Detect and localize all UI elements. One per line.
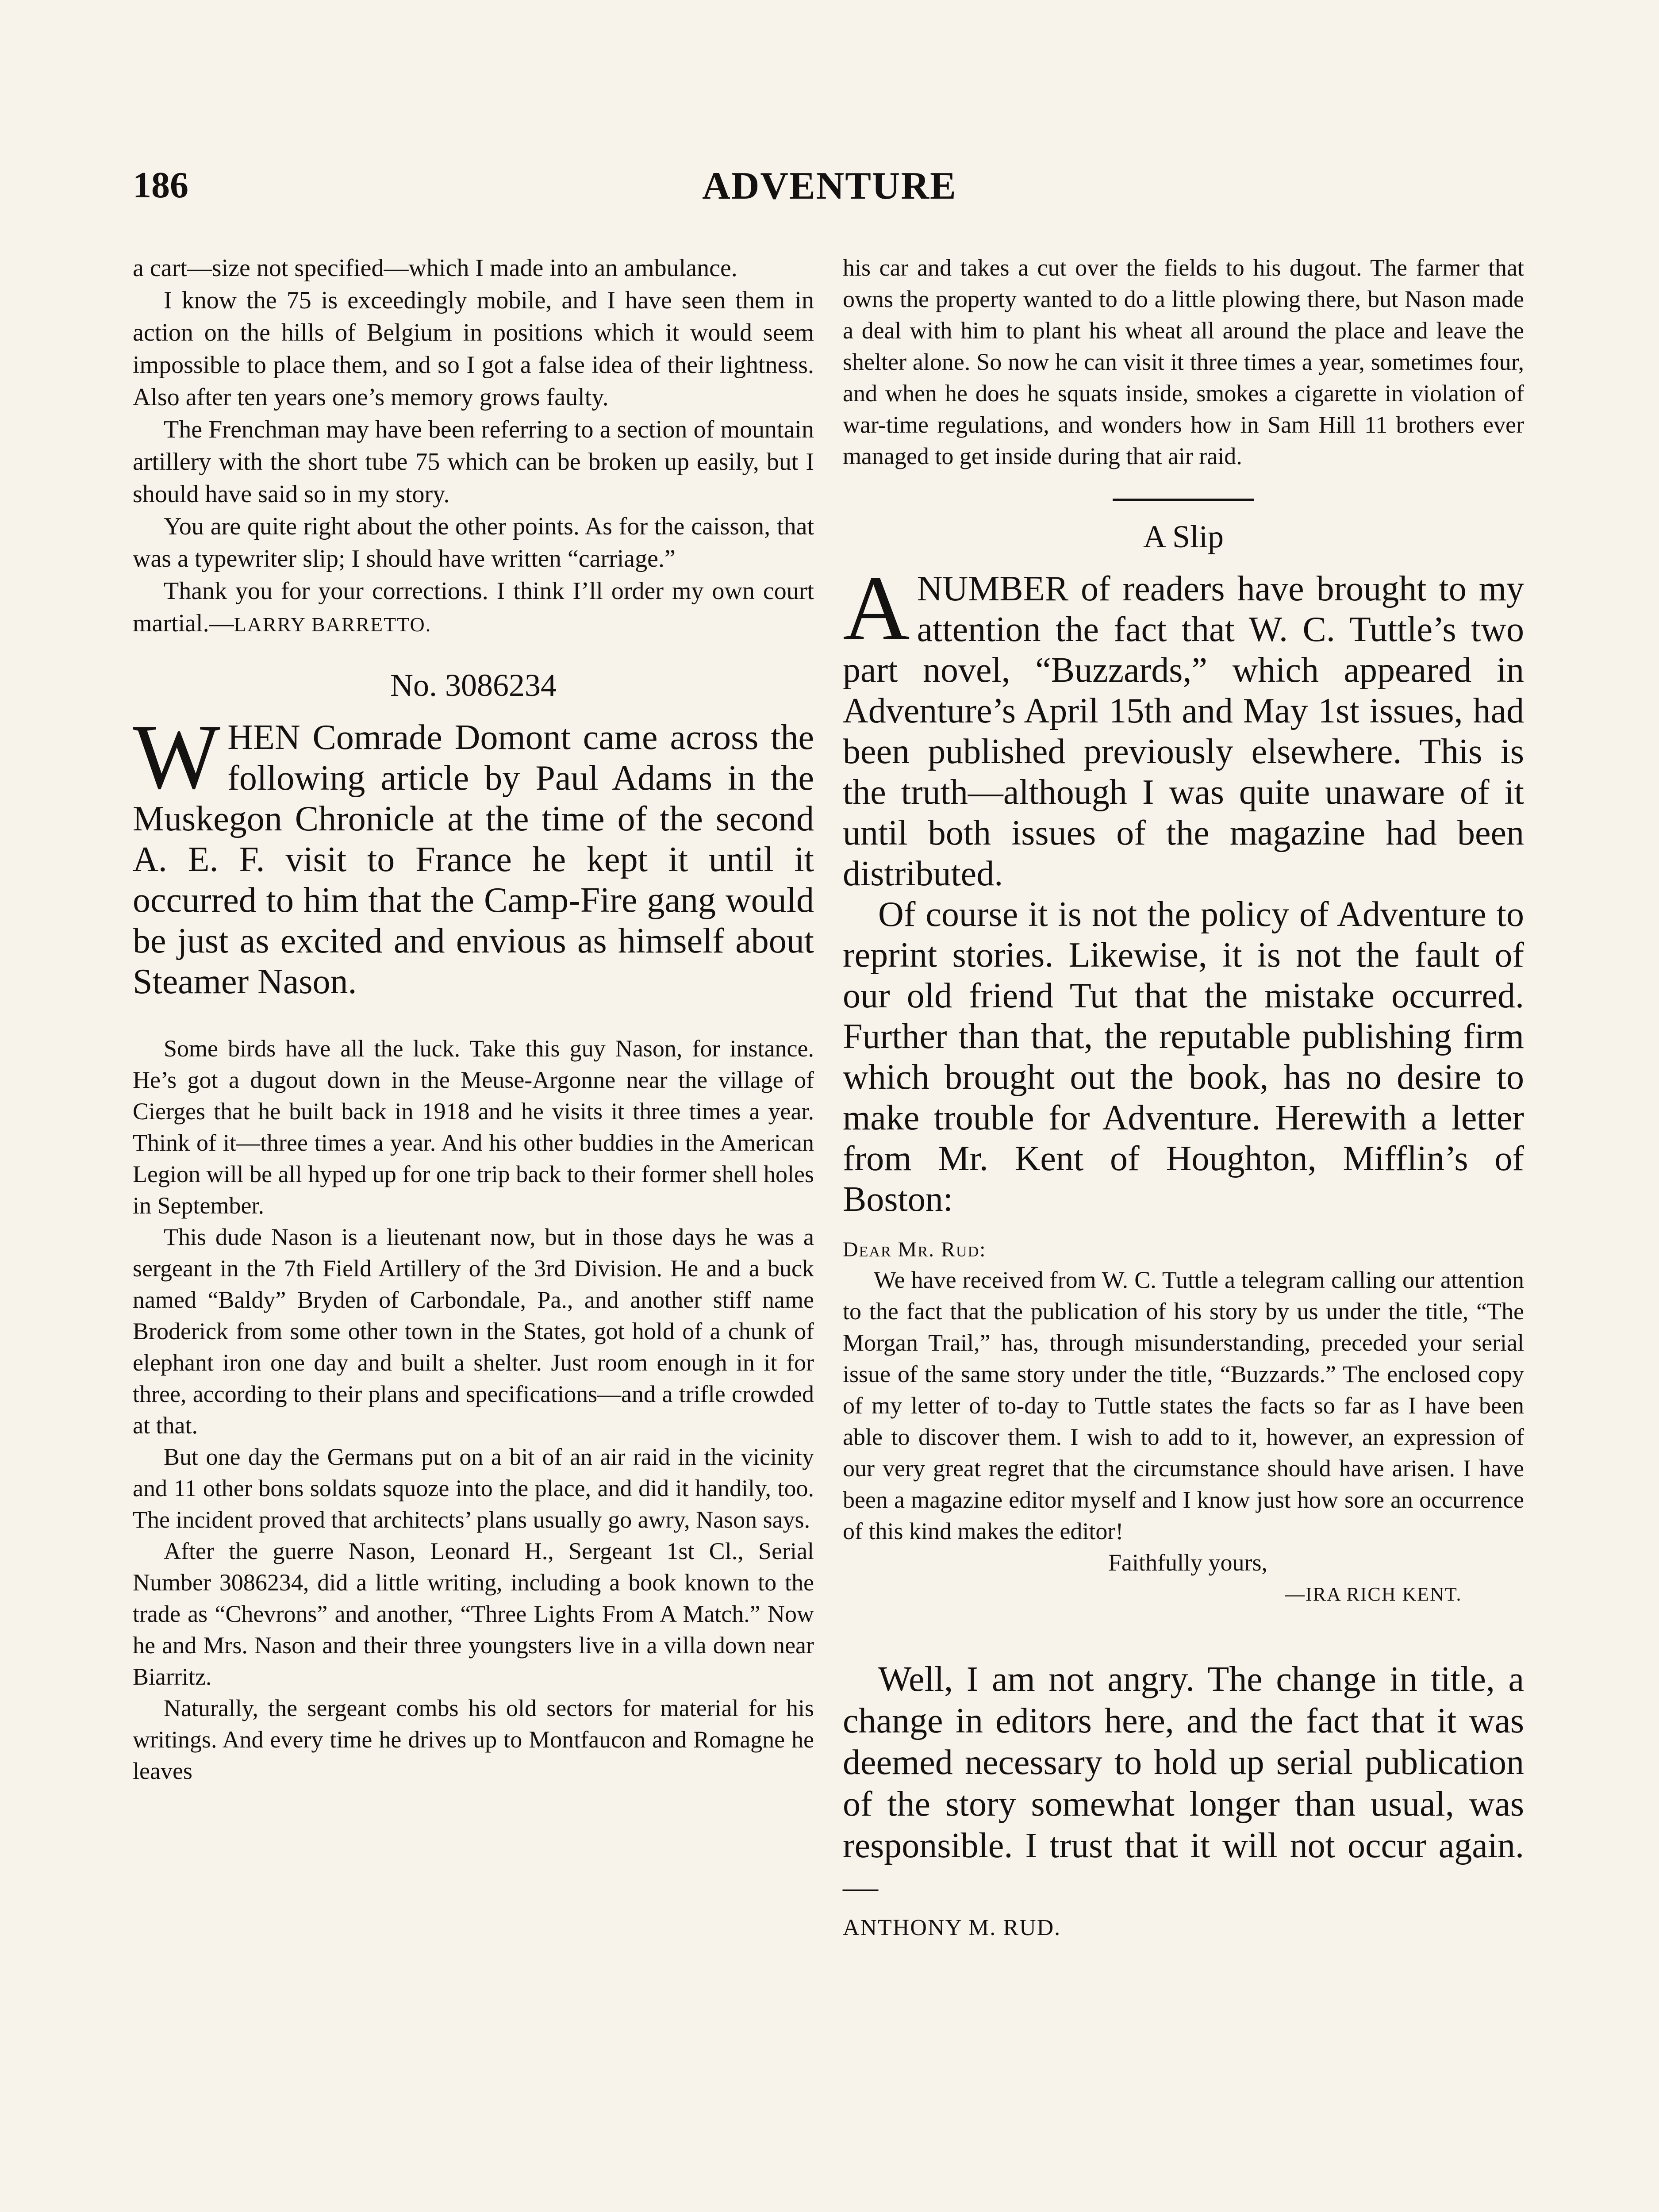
kent-signature: —IRA RICH KENT. (1285, 1583, 1462, 1605)
kent-letter (843, 1264, 1524, 1547)
quote-paragraph: This dude Nason is a lieutenant now, but in those days he was a sergeant in the 7th Field Artillery of the 3rd Division. He and a buck named “Baldy” Bryden of Carbondale, Pa., and another stiff name Broderick from some other town in the States, got hold of a chunk of elephant iron one day and built a shelter. Just room enough in it for three, according to their plans and specifications—and a trifle crowded at that. (133, 1224, 814, 1439)
lead-paragraph (133, 706, 814, 1002)
letter-paragraph: a cart—size not specified—which I made into an ambulance. (133, 254, 737, 282)
nason-lead (133, 706, 814, 1002)
right-column (843, 252, 1524, 1948)
letter-paragraph (133, 575, 814, 641)
lead-text: NUMBER of readers have brought to my attention the fact that W. C. Tuttle’s two part novel, “Buzzards,” which appeared in Adventure’s April 15th and May 1st issues, had been published previously elsewhere. This is the truth—although I was quite unaware of it until both issues of the magazine had been distributed. (843, 569, 1524, 893)
section-divider (1113, 499, 1254, 501)
letter-closing: Faithfully yours, (1108, 1549, 1267, 1576)
page-number: 186 (133, 165, 188, 206)
letter-salutation: Dear Mr. Rud: (843, 1238, 987, 1261)
chronicle-quote (133, 1033, 814, 1787)
letter-paragraph: You are quite right about the other points. As for the caisson, that was a typewriter slip; I should have written “carriage.” (133, 513, 814, 572)
letter-signature: LARRY BARRETTO. (234, 613, 432, 636)
barretto-letter (133, 252, 814, 641)
lead-text: HEN Comrade Domont came across the following article by Paul Adams in the Muskegon Chronicle at the time of the second A. E. F. visit to France he kept it until it occurred to him that the Camp-Fire gang would be just as excited and envious as himself about Steamer Nason. (133, 718, 814, 1001)
letter-paragraph: The Frenchman may have been referring to a section of mountain artillery with the short tube 75 which can be broken up easily, but I should have said so in my story. (133, 416, 814, 508)
quote-paragraph: his car and takes a cut over the fields to his dugout. The farmer that owns the property wanted to do a little plowing there, but Nason made a deal with him to plant his wheat all around the place and leave the shelter alone. So now he can visit it three times a year, sometimes four, and when he does he squats inside, smokes a cigarette in violation of war-time regulations, and wonders how in Sam Hill 11 brothers ever managed to get inside during that air raid. (843, 254, 1524, 469)
chronicle-quote-continued (843, 252, 1524, 472)
letter-body: We have received from W. C. Tuttle a telegram calling our attention to the fact that the publication of his story by us under the title, “The Morgan Trail,” has, through misunderstanding, preceded your serial issue of the same story under the title, “Buzzards.” The enclosed copy of my letter of to-day to Tuttle states the facts so far as I have been able to discover them. I wish to add to it, however, an expression of our very great regret that the circumstance should have arisen. I have been a magazine editor myself and I know just how sore an occurrence of this kind makes the editor! (843, 1267, 1524, 1544)
response-paragraph: Well, I am not angry. The change in title, a change in editors here, and the fact that it was deemed necessary to hold up serial publication of the story somewhat longer than usual, was responsible. I trust that it will not occur again.— (843, 1660, 1524, 1907)
drop-cap: W (133, 706, 221, 808)
section-title-nason: No. 3086234 (390, 668, 557, 703)
magazine-title: ADVENTURE (702, 165, 957, 207)
letter-closing-text: Thank you for your corrections. I think I’ll order my own court martial.— (133, 577, 814, 637)
lead-paragraph (843, 557, 1524, 894)
letter-paragraph: I know the 75 is exceedingly mobile, and I have seen them in action on the hills of Belgium in positions which it would seem impossible to place them, and so I got a false idea of their lightness. Also after ten years one’s memory grows faulty. (133, 287, 814, 411)
quote-paragraph: After the guerre Nason, Leonard H., Sergeant 1st Cl., Serial Number 3086234, did a little writing, including a book known to the trade as “Chevrons” and another, “Three Lights From A Match.” Now he and Mrs. Nason and their three youngsters live in a villa down near Biarritz. (133, 1538, 814, 1690)
editor-response (843, 1659, 1524, 1948)
left-column (133, 252, 814, 1787)
quote-paragraph: Some birds have all the luck. Take this guy Nason, for instance. He’s got a dugout down in the Meuse-Argonne near the village of Cierges that he built back in 1918 and he visits it three times a year. Think of it—three times a year. And his other buddies in the American Legion will be all hyped up for one trip back to their former shell holes in September. (133, 1035, 814, 1219)
quote-paragraph: Naturally, the sergeant combs his old sectors for material for his writings. And every time he drives up to Montfaucon and Romagne he leaves (133, 1695, 814, 1784)
quote-paragraph: But one day the Germans put on a bit of an air raid in the vicinity and 11 other bons soldats squoze into the place, and did it handily, too. The incident proved that architects’ plans usually go awry, Nason says. (133, 1444, 814, 1533)
section-title-slip: A Slip (1143, 519, 1224, 554)
page-header (133, 164, 1526, 217)
slip-lead (843, 557, 1524, 1220)
editor-signature: ANTHONY M. RUD. (843, 1915, 1061, 1940)
lead-paragraph: Of course it is not the policy of Adventure to reprint stories. Likewise, it is not the fault of our old friend Tut that the mistake occurred. Further than that, the reputable publishing firm which brought out the book, has no desire to make trouble for Adventure. Herewith a letter from Mr. Kent of Houghton, Mifflin’s of Boston: (843, 895, 1524, 1219)
drop-cap: A (843, 557, 910, 660)
